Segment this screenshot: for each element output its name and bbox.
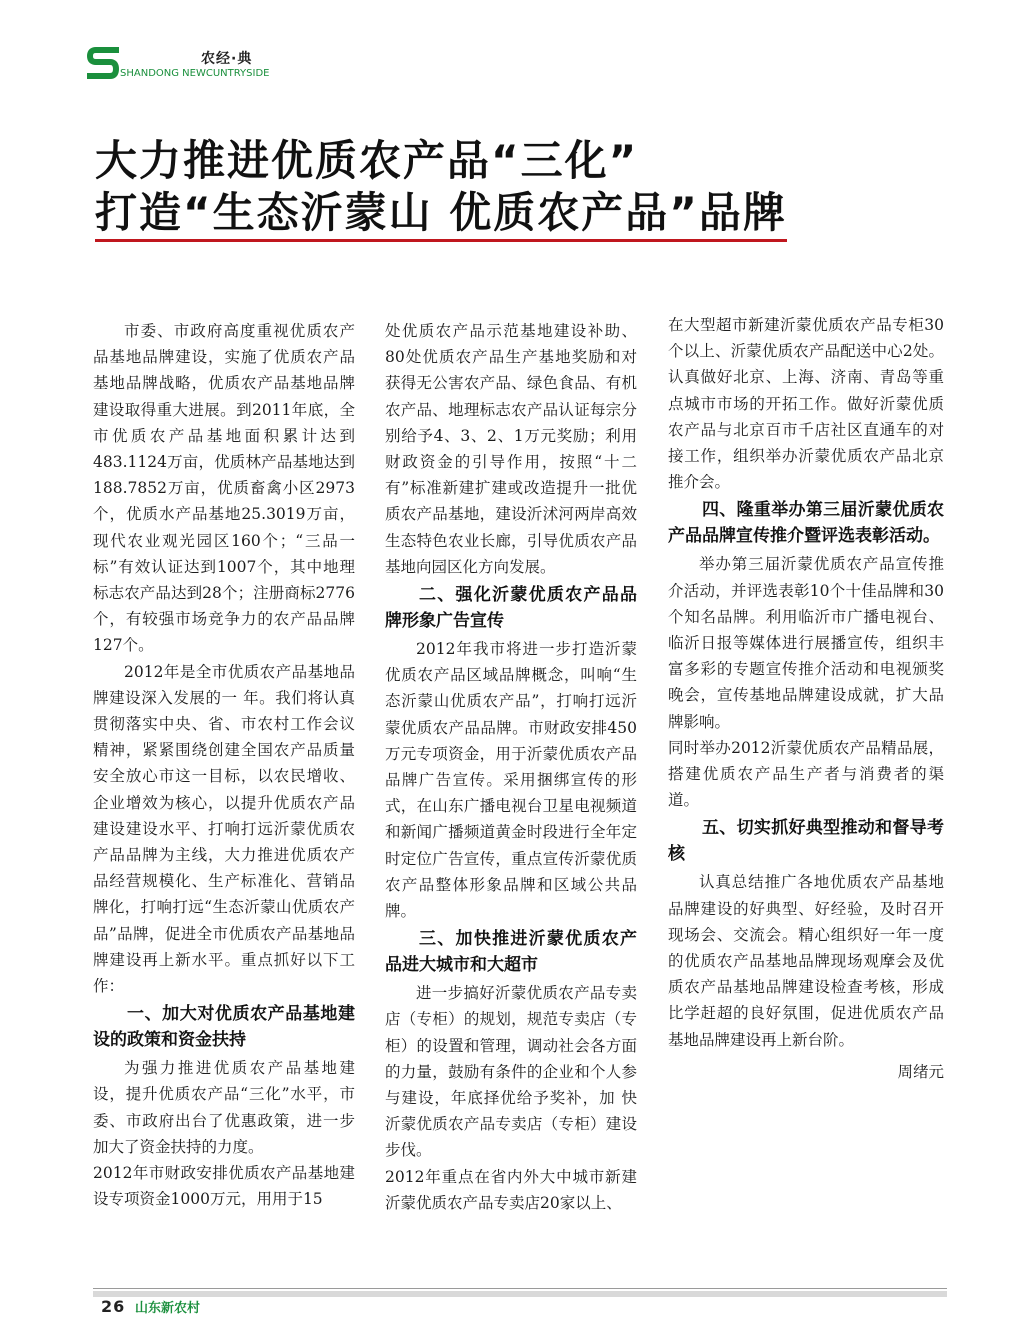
section-heading-4: 四、隆重举办第三届沂蒙优质农产品品牌宣传推介暨评选表彰活动。 bbox=[668, 500, 944, 547]
paragraph: 在大型超市新建沂蒙优质农产品专柜30个以上、沂蒙优质农产品配送中心2处。认真做好北京、上海、济南、青岛等重点城市市场的开拓工作。做好沂蒙优质农产品与北京百市千店社区直通车的对接工作，组织举办沂蒙优质农产品北京推介会。 bbox=[668, 316, 944, 492]
section-heading-1: 一、加大对优质农产品基地建设的政策和资金扶持 bbox=[93, 1004, 355, 1051]
text-column-1 bbox=[93, 318, 355, 1213]
column-name: 农经·典 bbox=[201, 51, 253, 67]
magazine-name: 山东新农村 bbox=[135, 1301, 201, 1316]
page-number: 26 bbox=[101, 1297, 126, 1316]
magazine-header bbox=[86, 44, 346, 92]
paragraph: 同时举办2012沂蒙优质农产品精品展，搭建优质农产品生产者与消费者的渠道。 bbox=[668, 738, 944, 810]
paragraph: 2012年我市将进一步打造沂蒙优质农产品区域品牌概念，叫响“生态沂蒙山优质农产品”，打响打远沂蒙优质农产品品牌。市财政安排450万元专项资金，用于沂蒙优质农产品品牌广告宣传。采用捆绑宣传的形式，在山东广播电视台卫星电视频道和新闻广播频道黄金时段进行全年定时定位广告宣传，重点宣传沂蒙优质农产品整体形象品牌和区域公共品牌。 bbox=[385, 640, 637, 921]
section-heading-2: 二、强化沂蒙优质农产品品牌形象广告宣传 bbox=[385, 585, 637, 632]
page-footer bbox=[93, 1288, 947, 1319]
paragraph: 认真总结推广各地优质农产品基地品牌建设的好典型、好经验，及时召开现场会、交流会。精心组织好一年一度的优质农产品基地品牌现场观摩会及优质农产品基地品牌建设检查考核，形成比学赶超的良好氛围，促进优质农产品基地品牌建设再上新台阶。 bbox=[668, 873, 944, 1049]
title-line-2: 打造“生态沂蒙山 优质农产品”品牌 bbox=[95, 187, 787, 242]
brand-s-logo-icon bbox=[86, 44, 120, 82]
paragraph: 2012年是全市优质农产品基地品牌建设深入发展的一 年。我们将认真贯彻落实中央、省、市农村工作会议精神，紧紧围绕创建全国农产品质量安全放心市这一目标，以农民增收、企业增效为核心，以提升优质农产品建设建设水平、打响打远沂蒙优质农产品品牌为主线，大力推进优质农产品经营规模化、生产标准化、营销品牌化，打响打远“生态沂蒙山优质农产品”品牌，促进全市优质农产品基地品牌建设再上新水平。重点抓好以下工作： bbox=[93, 662, 355, 996]
text-column-3 bbox=[668, 312, 944, 1085]
brand-english-name: SHANDONG NEWCUNTRYSIDE bbox=[120, 68, 270, 79]
paragraph: 市委、市政府高度重视优质农产品基地品牌建设，实施了优质农产品基地品牌战略，优质农产品基地品牌建设取得重大进展。到2011年底，全市优质农产品基地面积累计达到483.1124万亩，优质林产品基地达到188.7852万亩，优质畜禽小区2973个，优质水产品基地25.3019万亩，现代农业观光园区160个；“三品一标”有效认证达到1007个，其中地理标志农产品达到28个；注册商标2776个，有较强市场竞争力的农产品品牌127个。 bbox=[93, 322, 355, 655]
author-name: 周绪元 bbox=[897, 1062, 944, 1081]
paragraph: 举办第三届沂蒙优质农产品宣传推介活动，并评选表彰10个十佳品牌和30个知名品牌。利用临沂市广播电视台、临沂日报等媒体进行展播宣传，组织丰富多彩的专题宣传推介活动和电视颁奖晚会，宣传基地品牌建设成就，扩大品牌影响。 bbox=[668, 555, 944, 731]
title-line-1: 大力推进优质农产品“三化” bbox=[95, 136, 639, 185]
text-column-2 bbox=[385, 318, 637, 1216]
paragraph: 处优质农产品示范基地建设补助、80处优质农产品生产基地奖励和对获得无公害农产品、绿色食品、有机农产品、地理标志农产品认证每宗分别给予4、3、2、1万元奖励；利用财政资金的引导作用，按照“十二有”标准新建扩建或改造提升一批优质农产品基地，建设沂沭河两岸高效生态特色农业长廊，引导优质农产品基地向园区化方向发展。 bbox=[385, 322, 637, 576]
section-heading-3: 三、加快推进沂蒙优质农产品进大城市和大超市 bbox=[385, 929, 637, 976]
article-title bbox=[95, 135, 935, 242]
paragraph: 2012年重点在省内外大中城市新建沂蒙优质农产品专卖店20家以上、 bbox=[385, 1167, 637, 1212]
paragraph: 2012年市财政安排优质农产品基地建设专项资金1000万元，用用于15 bbox=[93, 1164, 355, 1209]
paragraph: 进一步搞好沂蒙优质农产品专卖店（专柜）的规划，规范专卖店（专柜）的设置和管理，调动社会各方面的力量，鼓励有条件的企业和个人参与建设，年底择优给予奖补，加 快沂蒙优质农产品专卖店（专柜）建设步伐。 bbox=[385, 984, 637, 1160]
section-heading-5: 五、切实抓好典型推动和督导考核 bbox=[668, 818, 944, 865]
footer-divider-bar bbox=[93, 1291, 947, 1297]
paragraph: 为强力推进优质农产品基地建设，提升优质农产品“三化”水平，市委、市政府出台了优惠政策，进一步加大了资金扶持的力度。 bbox=[93, 1059, 355, 1156]
